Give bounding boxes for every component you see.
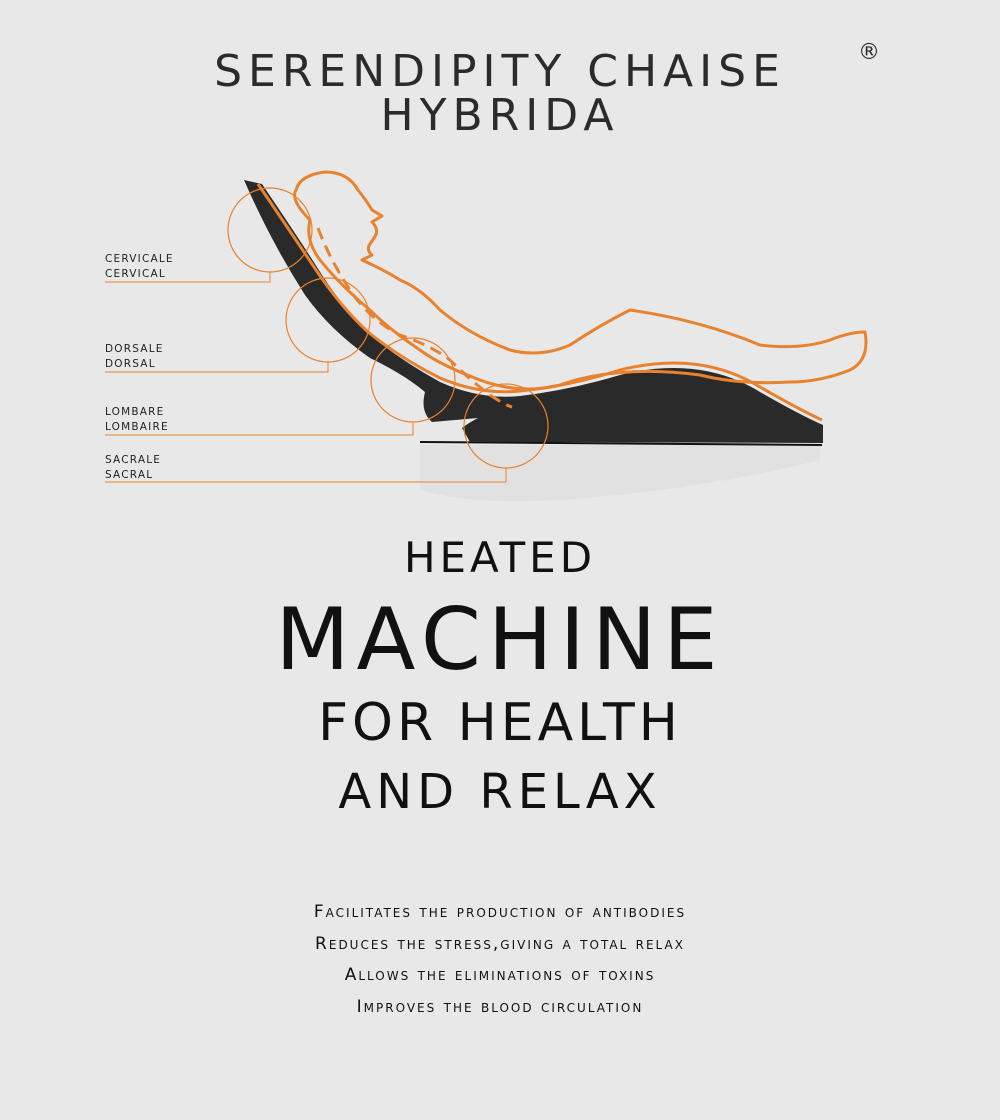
chaise-body: [244, 180, 823, 443]
headline-and-relax: AND RELAX: [338, 764, 662, 820]
zone-label-cervical: [105, 252, 174, 282]
zone-label-lumbar: [105, 405, 169, 435]
zone-label-it: LOMBARE: [105, 406, 165, 418]
zone-label-it: SACRALE: [105, 454, 162, 466]
benefits-list: [0, 897, 1000, 1023]
benefit-item: Improves the blood circulation: [356, 996, 644, 1017]
headline-heated: HEATED: [403, 533, 597, 582]
zone-label-en: DORSAL: [105, 358, 156, 370]
zone-label-en: CERVICAL: [105, 268, 166, 280]
zone-label-dorsal: [105, 342, 164, 372]
floor-reflection: [420, 445, 820, 501]
title-name: SERENDIPITY CHAISE: [214, 46, 786, 97]
zone-label-en: LOMBAIRE: [105, 421, 169, 433]
zone-label-it: DORSALE: [105, 343, 164, 355]
zone-label-en: SACRAL: [105, 469, 154, 481]
benefit-item: Reduces the stress,giving a total relax: [315, 933, 685, 954]
benefit-item: Facilitates the production of antibodies: [313, 902, 687, 922]
zone-label-sacral: [105, 453, 161, 483]
benefit-item: Allows the eliminations of toxins: [344, 965, 656, 985]
registered-mark: ®: [858, 40, 880, 65]
headline-machine: MACHINE: [275, 590, 725, 690]
headline-for-health: FOR HEALTH: [318, 693, 682, 753]
zone-label-it: CERVICALE: [105, 253, 174, 265]
title-line-2: HYBRIDA: [380, 90, 620, 141]
